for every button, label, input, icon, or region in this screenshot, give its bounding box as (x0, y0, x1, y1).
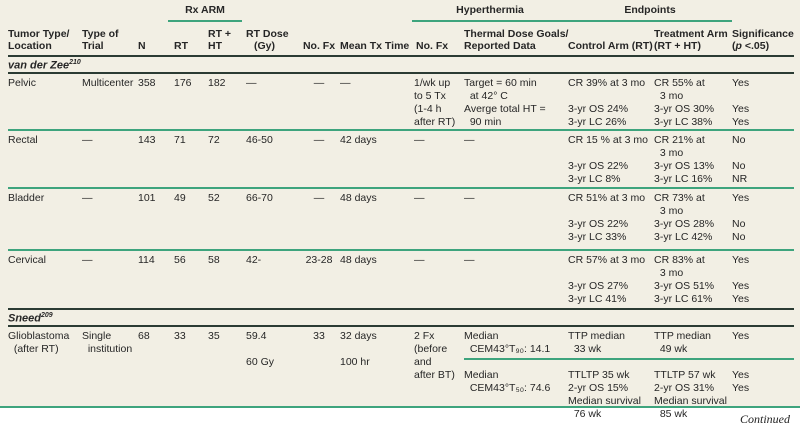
cell-control-arm: CR 39% at 3 mo 3-yr OS 24% 3-yr LC 26% (568, 77, 646, 128)
cell-significance: Yes Yes Yes (732, 330, 750, 394)
cell-ht-no-fx: — (414, 192, 425, 204)
cell-tumor-type: Bladder (8, 192, 45, 204)
col-header-treatment-arm: Treatment Arm (RT + HT) (654, 28, 728, 52)
cell-n: 358 (138, 77, 156, 89)
col-header-mean-tx-time: Mean Tx Time (340, 40, 410, 52)
group-header-rx-arm: Rx ARM (168, 0, 242, 22)
cell-significance: Yes No No (732, 192, 750, 243)
cell-type-of-trial: — (82, 254, 93, 266)
cell-n: 114 (138, 254, 155, 266)
section-header (8, 308, 794, 327)
cell-type-of-trial: — (82, 134, 93, 146)
cell-no-fx: 33 (313, 330, 325, 342)
cell-treatment-arm: CR 21% at 3 mo 3-yr OS 13% 3-yr LC 16% (654, 134, 715, 185)
cell-mean-tx-time: 32 days 100 hr (340, 330, 377, 368)
cell-no-fx: — (313, 192, 325, 204)
cell-n: 68 (138, 330, 150, 342)
cell-tumor-type: Cervical (8, 254, 46, 266)
col-header-type-of-trial: Type of Trial (82, 28, 119, 52)
table-row (8, 249, 794, 308)
cell-n: 101 (138, 192, 156, 204)
cell-ht-no-fx: — (414, 134, 425, 146)
cell-thermal-dose: — (464, 254, 475, 266)
cell-tumor-type: Pelvic (8, 77, 37, 89)
column-header-row (8, 22, 794, 55)
cell-rt-ht: 52 (208, 192, 220, 204)
sub-row-divider (464, 358, 794, 360)
col-header-rt: RT (174, 40, 188, 52)
cell-rt: 176 (174, 77, 192, 89)
reference-superscript: 210 (69, 59, 81, 66)
col-header-rt-dose: RT Dose (Gy) (246, 28, 289, 52)
col-header-thermal-dose: Thermal Dose Goals/ Reported Data (464, 28, 569, 52)
col-header-control-arm: Control Arm (RT) (568, 40, 653, 52)
cell-rt: 71 (174, 134, 186, 146)
cell-treatment-arm: CR 73% at 3 mo 3-yr OS 28% 3-yr LC 42% (654, 192, 715, 243)
continued-label: Continued (740, 411, 790, 426)
reference-superscript: 209 (41, 312, 53, 319)
cell-ht-no-fx: 2 Fx (before and after BT) (414, 330, 455, 381)
cell-significance: Yes Yes Yes (732, 77, 750, 128)
cell-mean-tx-time: — (340, 77, 351, 89)
cell-rt-dose: 42- (246, 254, 262, 266)
cell-rt: 33 (174, 330, 186, 342)
group-header-hyperthermia: Hyperthermia (412, 0, 568, 22)
cell-ht-no-fx: — (414, 254, 425, 266)
col-header-ht-no-fx: No. Fx (416, 40, 449, 52)
cell-control-arm: CR 57% at 3 mo 3-yr OS 27% 3-yr LC 41% (568, 254, 646, 305)
col-header-no-fx: No. Fx (302, 40, 336, 52)
cell-treatment-arm: TTP median 49 wk TTLTP 57 wk 2-yr OS 31% Median survival 85 wk (654, 330, 727, 420)
cell-rt-ht: 72 (208, 134, 220, 146)
cell-control-arm: CR 15 % at 3 mo 3-yr OS 22% 3-yr LC 8% (568, 134, 648, 185)
group-header-endpoints: Endpoints (568, 0, 732, 22)
col-header-significance: Significance (p <.05) (732, 28, 794, 52)
cell-thermal-dose: Median CEM43°T₉₀: 14.1 Median CEM43°T₅₀: 74.6 (464, 330, 551, 394)
table-row (8, 187, 794, 249)
cell-rt-ht: 182 (208, 77, 226, 89)
cell-significance: Yes Yes Yes (732, 254, 750, 305)
cell-mean-tx-time: 42 days (340, 134, 377, 146)
study-name: van der Zee (8, 59, 70, 72)
cell-no-fx: 23-28 (305, 254, 333, 266)
cell-mean-tx-time: 48 days (340, 192, 377, 204)
col-header-rt-ht: RT + HT (208, 28, 232, 52)
cell-control-arm: TTP median 33 wk TTLTP 35 wk 2-yr OS 15% Median survival 76 wk (568, 330, 641, 420)
cell-treatment-arm: CR 83% at 3 mo 3-yr OS 51% 3-yr LC 61% (654, 254, 715, 305)
cell-rt-ht: 58 (208, 254, 220, 266)
cell-rt-ht: 35 (208, 330, 220, 342)
cell-rt-dose: 46-50 (246, 134, 273, 146)
study-name: Sneed (8, 312, 42, 325)
cell-rt-dose: 66-70 (246, 192, 273, 204)
table-row (8, 129, 794, 187)
cell-no-fx: — (313, 134, 325, 146)
cell-type-of-trial: Single institution (82, 330, 133, 355)
cell-rt: 49 (174, 192, 186, 204)
cell-n: 143 (138, 134, 156, 146)
cell-type-of-trial: — (82, 192, 93, 204)
table-body (8, 55, 794, 421)
cell-control-arm: CR 51% at 3 mo 3-yr OS 22% 3-yr LC 33% (568, 192, 646, 243)
cell-treatment-arm: CR 55% at 3 mo 3-yr OS 30% 3-yr LC 38% (654, 77, 715, 128)
cell-tumor-type: Glioblastoma (after RT) (8, 330, 70, 355)
table-row (8, 327, 794, 421)
section-header (8, 55, 794, 74)
cell-significance: No No NR (732, 134, 748, 185)
cell-thermal-dose: — (464, 134, 475, 146)
table-row (8, 74, 794, 129)
cell-no-fx: — (313, 77, 325, 89)
cell-thermal-dose: Target = 60 min at 42° C Averge total HT = 90 min (464, 77, 546, 128)
cell-type-of-trial: Multicenter (82, 77, 134, 89)
group-header-row (8, 0, 794, 22)
cell-thermal-dose: — (464, 192, 475, 204)
cell-tumor-type: Rectal (8, 134, 38, 146)
cell-rt-dose: — (246, 77, 257, 89)
col-header-tumor-type: Tumor Type/ Location (8, 28, 70, 52)
cell-rt: 56 (174, 254, 186, 266)
cell-mean-tx-time: 48 days (340, 254, 377, 266)
cell-ht-no-fx: 1/wk up to 5 Tx (1-4 h after RT) (414, 77, 456, 128)
col-header-n: N (138, 40, 146, 52)
cell-rt-dose: 59.4 60 Gy (246, 330, 275, 368)
